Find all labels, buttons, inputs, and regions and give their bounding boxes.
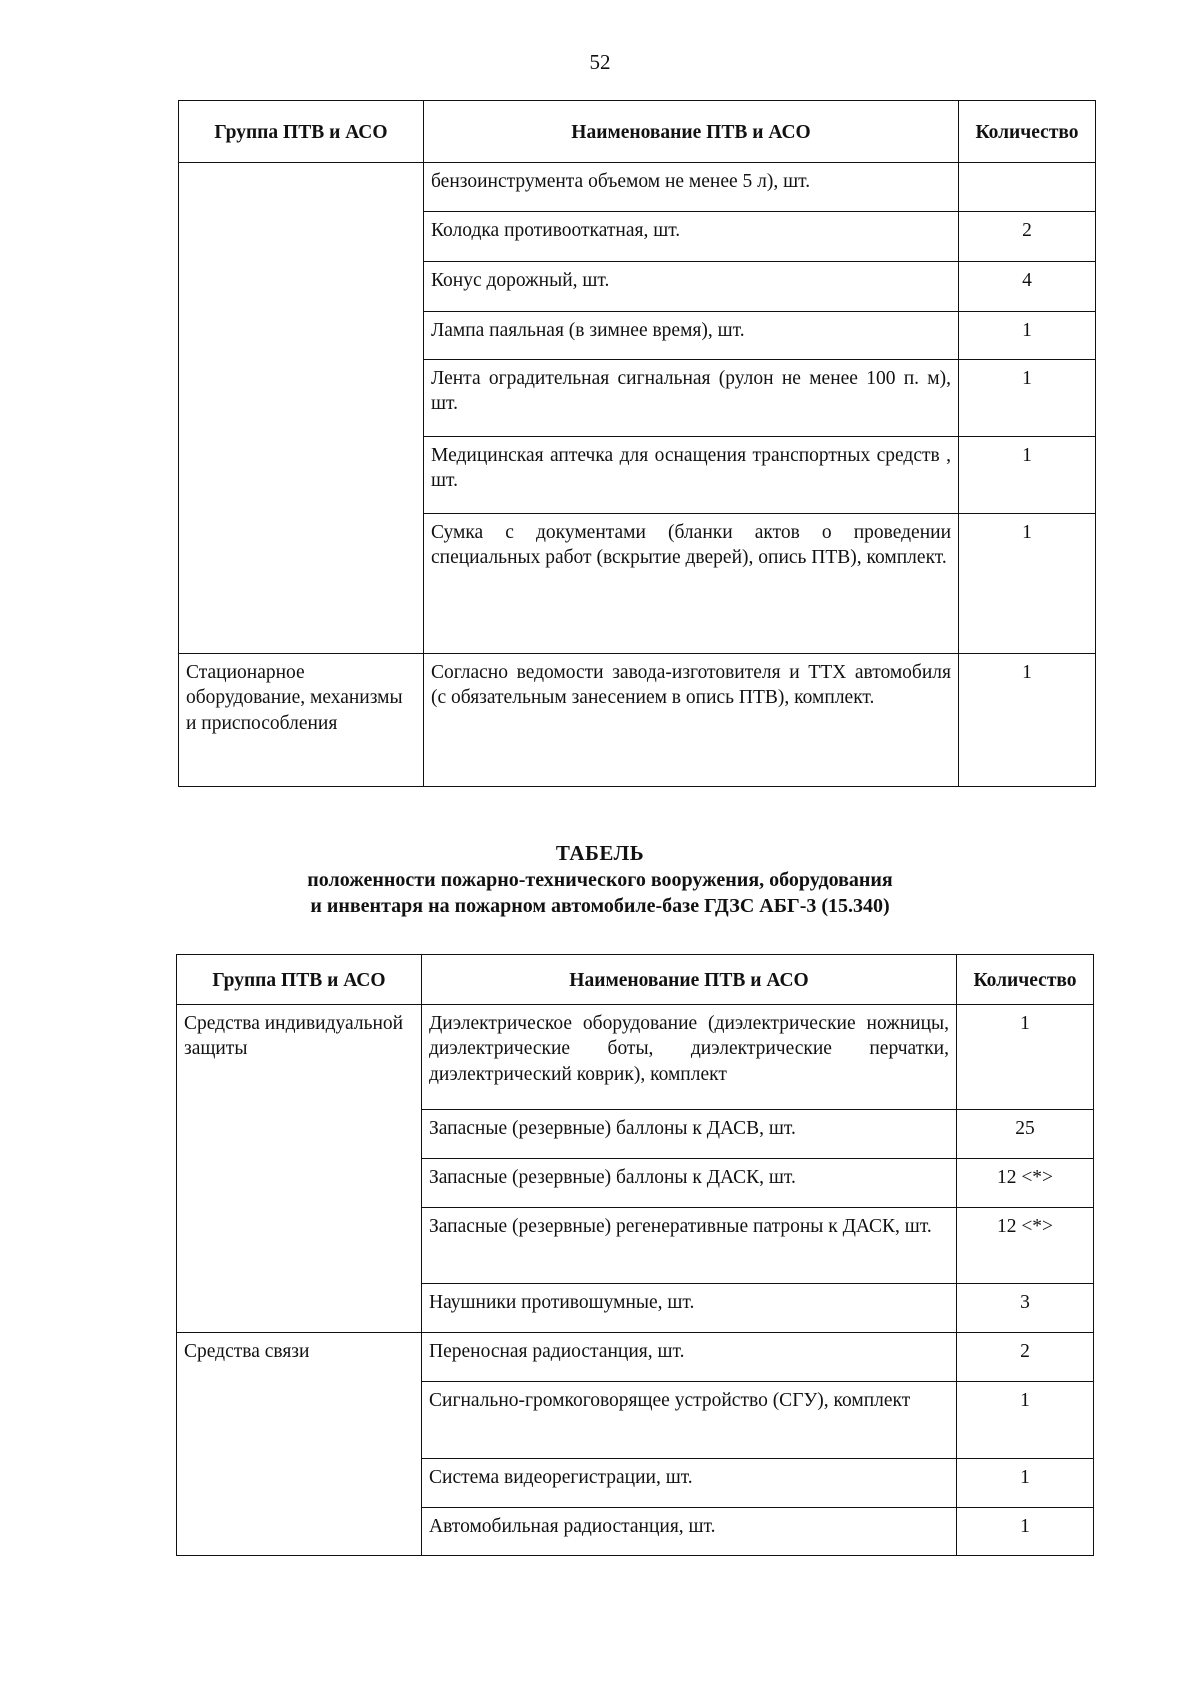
item-quantity: 1 (957, 1005, 1094, 1110)
table-title (0, 840, 1200, 919)
item-name: бензоинструмента объемом не менее 5 л), шт. (424, 163, 959, 212)
equipment-table-continued (178, 100, 1096, 787)
title-line-1: положенности пожарно-технического вооружения, оборудования (307, 869, 893, 892)
table-header-row (177, 955, 1094, 1005)
item-name: Автомобильная радиостанция, шт. (422, 1508, 957, 1556)
item-quantity: 1 (959, 514, 1096, 654)
item-quantity: 3 (957, 1284, 1094, 1333)
item-quantity: 1 (959, 437, 1096, 514)
item-name: Лента оградительная сигнальная (рулон не менее 100 п. м), шт. (424, 360, 959, 437)
item-name: Сумка с документами (бланки актов о проведении специальных работ (вскрытие дверей), опись ПТВ), комплект. (424, 514, 959, 654)
column-header-quantity: Количество (959, 101, 1096, 163)
item-name: Запасные (резервные) баллоны к ДАСК, шт. (422, 1159, 957, 1208)
item-quantity: 12 <*> (957, 1159, 1094, 1208)
item-quantity: 25 (957, 1110, 1094, 1159)
item-quantity: 2 (959, 212, 1096, 262)
item-name: Медицинская аптечка для оснащения транспортных средств , шт. (424, 437, 959, 514)
group-cell-empty (179, 163, 424, 654)
equipment-table-abg3 (176, 954, 1094, 1556)
column-header-quantity: Количество (957, 955, 1094, 1005)
item-name: Наушники противошумные, шт. (422, 1284, 957, 1333)
column-header-group: Группа ПТВ и АСО (177, 955, 422, 1005)
table-row (179, 654, 1096, 787)
item-quantity: 12 <*> (957, 1208, 1094, 1284)
item-quantity: 1 (957, 1382, 1094, 1459)
group-cell: Средства связи (177, 1333, 422, 1556)
column-header-group: Группа ПТВ и АСО (179, 101, 424, 163)
item-quantity: 1 (959, 654, 1096, 787)
title-main: ТАБЕЛЬ (555, 841, 645, 865)
page-number: 52 (589, 50, 611, 74)
group-cell: Стационарное оборудование, механизмы и приспособления (179, 654, 424, 787)
item-name: Система видеорегистрации, шт. (422, 1459, 957, 1508)
item-name: Лампа паяльная (в зимнее время), шт. (424, 312, 959, 360)
table-row (177, 1005, 1094, 1110)
table-header-row (179, 101, 1096, 163)
item-quantity (959, 163, 1096, 212)
item-name: Диэлектрическое оборудование (диэлектрические ножницы, диэлектрические боты, диэлектрические перчатки, диэлектрический коврик), комплект (422, 1005, 957, 1110)
table-row (179, 163, 1096, 212)
item-name: Конус дорожный, шт. (424, 262, 959, 312)
column-header-name: Наименование ПТВ и АСО (422, 955, 957, 1005)
item-quantity: 1 (957, 1508, 1094, 1556)
table-row (177, 1333, 1094, 1382)
group-cell: Средства индивидуальной защиты (177, 1005, 422, 1333)
column-header-name: Наименование ПТВ и АСО (424, 101, 959, 163)
item-quantity: 4 (959, 262, 1096, 312)
item-quantity: 1 (959, 312, 1096, 360)
item-name: Сигнально-громкоговорящее устройство (СГУ), комплект (422, 1382, 957, 1459)
item-quantity: 1 (959, 360, 1096, 437)
item-quantity: 2 (957, 1333, 1094, 1382)
item-quantity: 1 (957, 1459, 1094, 1508)
item-name: Запасные (резервные) регенеративные патроны к ДАСК, шт. (422, 1208, 957, 1284)
item-name: Переносная радиостанция, шт. (422, 1333, 957, 1382)
item-name: Согласно ведомости завода-изготовителя и ТТХ автомобиля (с обязательным занесением в опись ПТВ), комплект. (424, 654, 959, 787)
title-line-2: и инвентаря на пожарном автомобиле-базе ГДЗС АБГ-3 (15.340) (310, 895, 890, 918)
item-name: Запасные (резервные) баллоны к ДАСВ, шт. (422, 1110, 957, 1159)
item-name: Колодка противооткатная, шт. (424, 212, 959, 262)
